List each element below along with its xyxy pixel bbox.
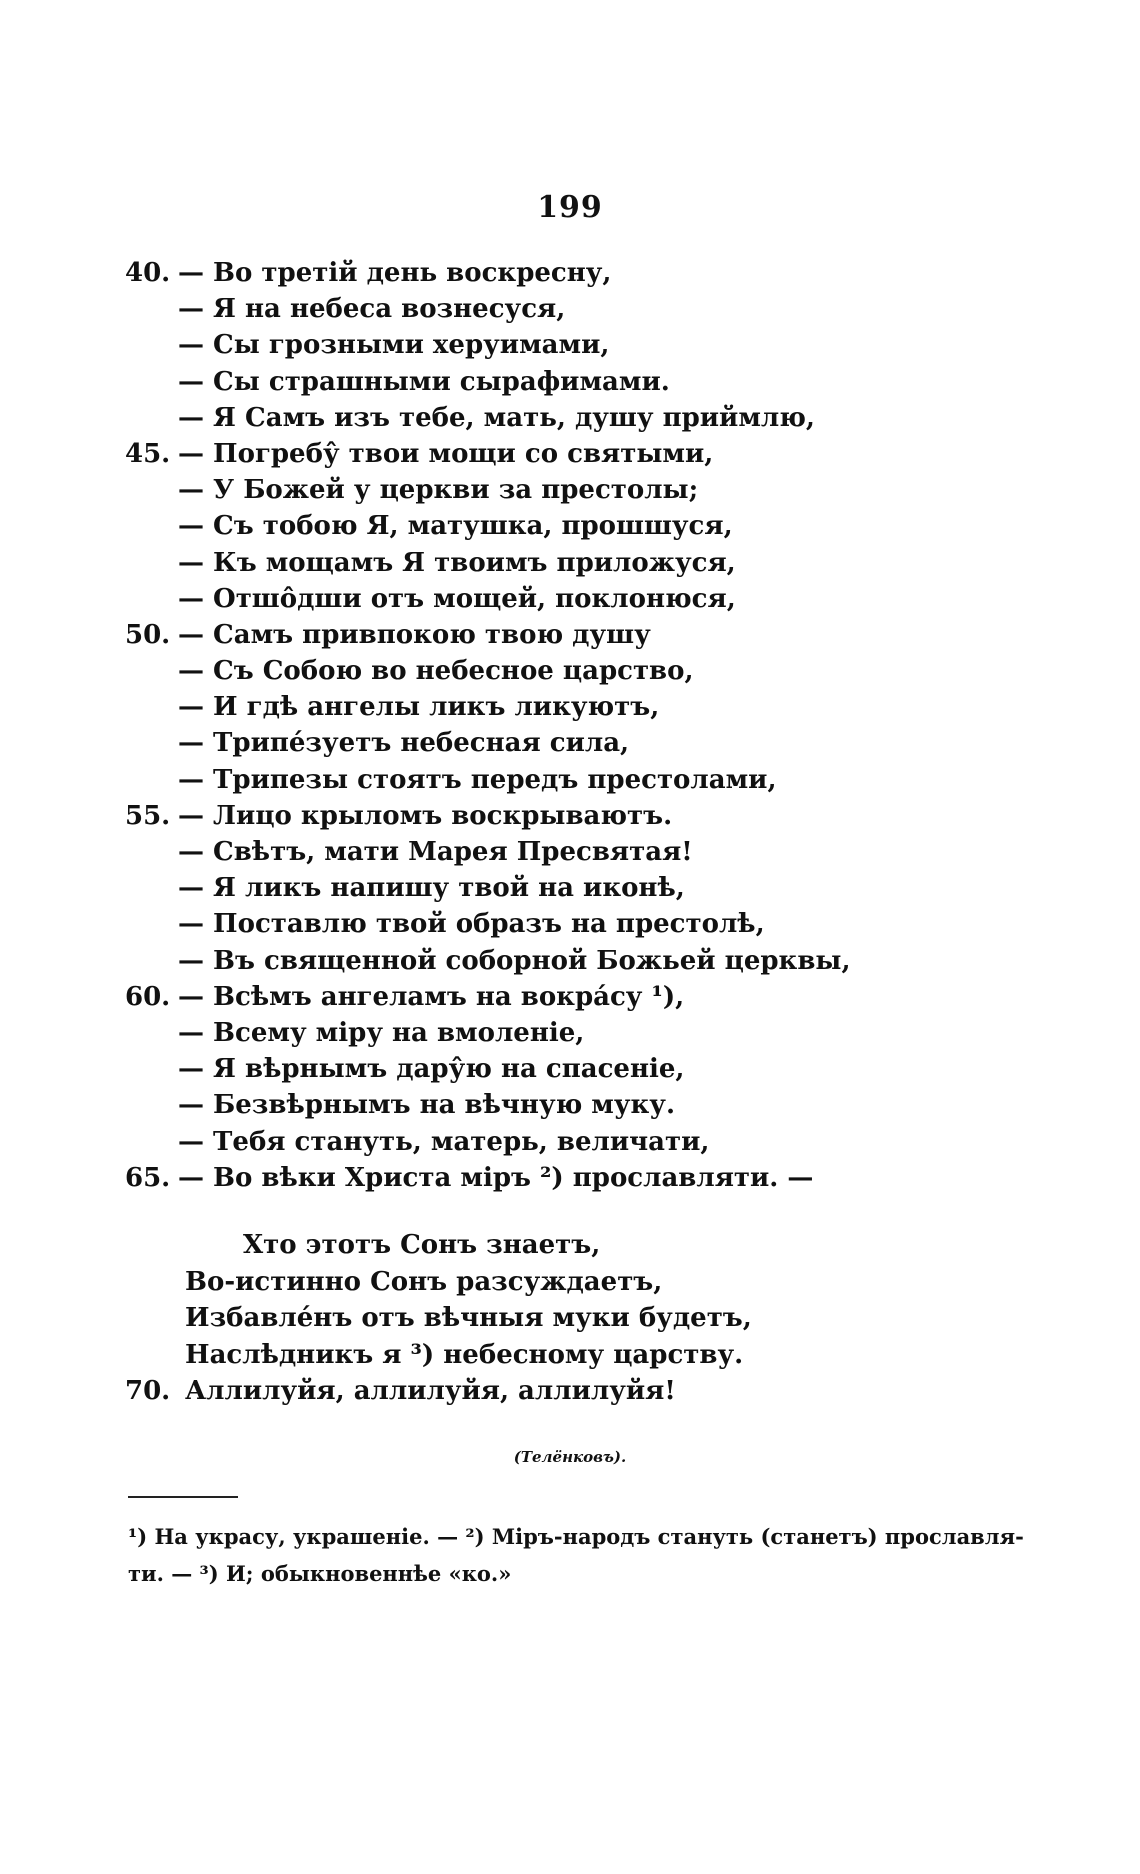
line-text: — Я ликъ напишу твой на иконѣ, [178,873,685,904]
line-text: — Во вѣки Христа міръ ²) прославляти. — [178,1162,814,1193]
line-text: — Безвѣрнымъ на вѣчную муку. [178,1090,675,1121]
line-text: — Въ священной соборной Божьей церквы, [178,945,851,976]
verse-line [125,906,1025,942]
line-text: — Тебя стануть, матерь, величати, [178,1126,710,1157]
verse-line [125,870,1025,906]
verse-line [125,798,1025,834]
verse-line [125,1087,1025,1123]
line-text: — Съ Собою во небесное царство, [178,656,694,687]
line-text: — И гдѣ ангелы ликъ ликуютъ, [178,692,660,723]
verse-block [125,255,1025,1196]
line-text: — Свѣтъ, мати Марея Пресвятая! [178,837,693,867]
line-text: — Къ мощамъ Я твоимъ приложуся, [178,547,736,578]
verse-line [125,581,1025,617]
line-text: Хто этотъ Сонъ знаетъ, [243,1230,601,1260]
line-text: Избавле́нъ отъ вѣчныя муки будетъ, [185,1303,752,1333]
verse-line [125,508,1025,544]
line-text: — Самъ привпокою твою душу [178,619,651,650]
line-number: 70. [125,1376,171,1406]
line-text: — Я на небеса вознесуся, [178,294,566,325]
line-text: — Я вѣрнымъ дару̂ю на спасеніе, [178,1054,685,1085]
line-text: — Трипезы стоятъ передъ престолами, [178,764,777,795]
verse-line [125,1264,1025,1301]
line-number: 65. [125,1162,171,1193]
line-text: — Всѣмъ ангеламъ на вокра́су ¹), [178,981,685,1012]
verse-line [125,1015,1025,1051]
line-text: — Сы страшными сырафимами. [178,366,670,397]
verse-line [125,364,1025,400]
line-text: Аллилуйя, аллилуйя, аллилуйя! [185,1376,676,1406]
line-text: — Я Самъ изъ тебе, мать, душу приймлю, [178,402,815,433]
line-text: — Поставлю твой образъ на престолѣ, [178,909,765,940]
footnote-line: ти. — ³) И; обыкновеннѣе «ко.» [128,1561,512,1586]
line-number: 50. [125,619,171,650]
verse-line [125,1051,1025,1087]
line-text: — Трипе́зуетъ небесная сила, [178,728,630,759]
footnotes [128,1518,1024,1592]
verse-line [125,1227,1025,1264]
verse-line [125,472,1025,508]
verse-line [125,400,1025,436]
line-text: — Съ тобою Я, матушка, прошшуся, [178,511,733,542]
verse-line [125,617,1025,653]
line-number: 60. [125,981,171,1012]
line-text: — У Божей у церкви за престолы; [178,475,699,506]
verse-line [125,436,1025,472]
footnote-line: ¹) На украсу, украшеніе. — ²) Міръ-народъ стануть (станетъ) прославля- [128,1524,1024,1549]
verse-line [125,545,1025,581]
verse-line [125,1337,1025,1374]
line-number: 45. [125,438,171,469]
page-number: 199 [537,190,603,225]
verse-line [125,255,1025,291]
verse-line [125,1124,1025,1160]
line-text: — Отшо̂дши отъ мощей, поклонюся, [178,583,736,614]
line-text: — Во третій день воскресну, [178,258,612,288]
verse-line [125,291,1025,327]
source-signature: (Телёнковъ). [513,1448,627,1466]
verse-line [125,1300,1025,1337]
verse-line [125,327,1025,363]
verse-line [125,725,1025,761]
verse-line [125,689,1025,725]
line-text: Наслѣдникъ я ³) небесному царству. [185,1339,744,1370]
line-text: — Лицо крыломъ воскрываютъ. [178,800,673,831]
verse-line [125,653,1025,689]
verse-line [125,1373,1025,1410]
line-text: — Сы грозными херуимами, [178,330,610,361]
line-text: — Всему міру на вмоленіе, [178,1017,585,1048]
line-text: — Погребу̂ твои мощи со святыми, [178,438,714,469]
closing-stanza [125,1227,1025,1410]
verse-line [125,762,1025,798]
line-text: Во-истинно Сонъ разсуждаетъ, [185,1266,663,1297]
verse-line [125,834,1025,870]
footnote-divider [128,1496,238,1498]
verse-line [125,943,1025,979]
line-number: 40. [125,258,171,288]
verse-line [125,979,1025,1015]
verse-line [125,1160,1025,1196]
line-number: 55. [125,800,171,831]
